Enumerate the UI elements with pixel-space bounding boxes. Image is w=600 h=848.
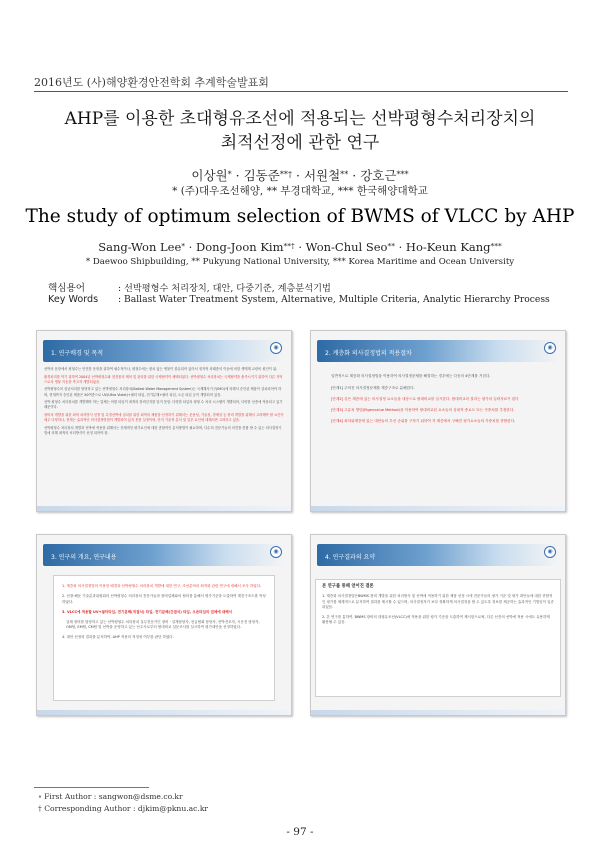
korean-keywords (48, 280, 331, 294)
author-name: 강호근 (360, 168, 397, 183)
slide-body (331, 373, 545, 503)
slide-ahp-procedure (310, 330, 566, 512)
korean-title-line2: 최적선정에 관한 연구 (220, 133, 380, 153)
slide-body (44, 367, 284, 503)
keyword-text: : 선박평형수 처리장치, 대안, 다중기준, 계층분석기법 (118, 283, 331, 294)
author-name: Sang-Won Lee (98, 240, 182, 254)
english-authors: Sang-Won Lee* · Dong-Joon Kim**† · Won-Chul Seo** · Ho-Keun Kang*** (98, 240, 502, 254)
slide-title: 4. 연구결과의 요약 (317, 544, 559, 566)
slide-step: [단계1] 주어진 의사결정문제를 계층구조로 분해한다. (331, 386, 415, 390)
slide-research-overview (36, 534, 292, 716)
slide-research-background (36, 330, 292, 512)
author-name: Dong-Joon Kim (196, 240, 284, 254)
author-name: 이상원 (191, 168, 228, 183)
slide-results-summary (310, 534, 566, 716)
conference-header: 2016년도 (사)해양환경안전학회 추계학술발표회 (34, 76, 269, 89)
footnote-corresponding-author: † Corresponding Author : djkim@pknu.ac.kr (38, 804, 209, 813)
slide-paragraph: 선박평형수의 살균처리를 담당하고 있는 선박평형수 처리장치(Ballast Water Management System)는 국제해사기구(IMO)에 의해서 승인된 제품이 설치되어야 하며, 현재까지 승인된 제품은 50여종으로 UV(Ultra Violet)+필터 타입, 전기분해+필터 타입, 오존 타입 등이 개발되어 있음. (44, 387, 282, 397)
author-name: 서원철 (303, 168, 341, 183)
slide-item: 1. 계층화 의사결정법의 이용한 배경과 선박평형수 처리장치 개발에 대한 연구, 조선분야의 최적화 관련 연구에 대해서 조사 하였다. (62, 584, 262, 588)
emblem-icon: ◉ (544, 342, 556, 354)
slide-item: 실제 장비를 담당하고 있는 선박평형수 처리장치 실무전문가인 장비 · 설계담당자, 선급협회 담당자, 선박전조자, 시운전 담당자, OM팀, EM팀, CM팀 및 선박을 운영하고 있는 선주사로부터 쌍대비교 설문조사를 실시하여 평가대안을 선정하였다. (66, 619, 260, 630)
keyword-label: 핵심용어 (48, 283, 86, 294)
slide-content-box (53, 575, 275, 701)
korean-title-line1: AHP를 이용한 초대형유조선에 적용되는 선박평형수처리장치의 (64, 109, 536, 129)
slide-paragraph: 선박의 운항에서 평형수는 안전한 운항을 위하여 필수적이나, 평형수에는 원치 않는 생물이 함유되어 있어서 정착적 외래종의 이송에 의한 생태계 교란의 원인이 됨. (44, 367, 278, 371)
emblem-icon: ◉ (270, 546, 282, 558)
slide-paragraph: 2. 본 연구를 통하여, BWMS 장비의 대형유조선(VLCC)에 적용을 위한 평가 기준을 도출하여 제시함으로써, 다른 선종의 선박에 적용 시에도 유용하게 활용될 수 있음. (322, 615, 550, 625)
english-affiliation: * Daewoo Shipbuilding, ** Pukyung National University, *** Korea Maritime and Ocean University (85, 257, 515, 267)
slide-item: 2. 선장·해운 기술분과위원회의 선박평형수 처리장치 전문가들과 장비업체와의 협의를 통해서 평가기준을 도출하여 계층구조도를 작성 하였다. (62, 594, 266, 604)
footnote-first-author: ∘ First Author : sangwon@dsme.co.kr (38, 792, 183, 801)
slide-item: 4. 대안 선정의 결과를 분석하여, AHP 적용의 적정성 여부를 판단 하였다. (62, 635, 174, 640)
slide-step: [단계4] 최하위계층에 있는 대안들의 우선 순위를 구하기 위하여 각 계층에서 구해진 평가요소들의 가중치를 종합한다. (331, 419, 516, 423)
slide-paragraph: 환경파괴를 막기 위하여 2004년 선박평형수와 침전물의 제어 및 관리를 위한 국제협약이 채택되었다. 선박평형수 처리장치는 국제협약을 충족시키기 위하여 다른 지역으로의 생물 이송을 막고자 개발되었음. (44, 374, 283, 384)
keyword-label: Key Words (48, 294, 99, 305)
slide-title: 2. 계층화 의사결정법의 적용절차 (317, 340, 559, 362)
slide-step: [단계3] 고유치 방법(Eigenvalue Method)을 이용하여 쌍대비교된 요소들의 상대적 중요도 또는 가중치를 추정한다. (331, 408, 515, 412)
slide-step: [단계2] 같은 계층에 있는 의사결정 요소들을 대상으로 쌍대비교를 실시한다. 쌍대비교의 결과는 평가의 입력자료가 된다 (331, 397, 519, 401)
english-keywords (48, 294, 550, 305)
slide-title: 3. 연구의 개요, 연구내용 (43, 544, 285, 566)
emblem-icon: ◉ (544, 546, 556, 558)
keyword-text: : Ballast Water Treatment System, Alternative, Multiple Criteria, Analytic Hierarchy Process (118, 294, 550, 305)
author-name: 김동준 (243, 168, 280, 183)
page-number: - 97 - (286, 826, 314, 838)
author-name: Ho-Keun Kang (405, 240, 491, 254)
slide-content-box (315, 579, 561, 697)
english-title: The study of optimum selection of BWMS of VLCC by AHP (25, 206, 575, 227)
slide-paragraph: 선박 평형수 처리장치를 개발해야 하는 업체는 어떤 타입이 최적의 장비인지를 알지 못함. 다양한 타입의 평형 수 처리 시스템이 개발되어, 다양한 선종에 적용되고 있기 때문이다. (44, 400, 283, 410)
korean-affiliation: * (주)대우조선해양, ** 부경대학교, *** 한국해양대학교 (172, 185, 428, 197)
slide-item: 3. VLCC에 적용할 UV+필터타입, 전기분해(직접식) 타입, 전기분해(간접식) 타입, 오존타입의 업체에 대해서 (62, 610, 232, 615)
korean-authors: 이상원* · 김동준**† · 서원철** · 강호근*** (191, 168, 409, 183)
slide-heading: 본 연구를 통해 얻어진 결론 (322, 584, 374, 589)
slide-paragraph: 일반적으로 계층화 의사결정법을 이용하여 의사결정문제를 해결하는 경우에는 다음의 4단계를 거친다. (331, 374, 491, 378)
header-rule (34, 91, 568, 92)
slide-paragraph: 선박평형수 처리장치 개발과 선박에 적용을 위해서는 전체적인 평가요인에 대한 종합적인 분석방법이 필요하며, 다수의 전문가들의 의견을 종합 할 수 있는 의사결정기법에 의해 최적의 처리방식이 선정 되어야 함. (44, 425, 282, 435)
emblem-icon: ◉ (270, 342, 282, 354)
slide-paragraph: 1. 계층화 의사결정법은BWMS 장비 개발을 위한 처리방식 및 선박에 적용하기 위한 제품 선정 시에 전문가들의 평가 기준 및 평가 대안들에 대한 종합적인 평가를 체계적으로 분석하여 결과를 제시할 수 있으며, 의사결정자가 보다 정확하게 의사결정을 할 수 있도록 정보를 제공하는 효과적인 기법임이 입증 되었음. (322, 594, 554, 609)
footnote-rule (34, 787, 149, 788)
author-name: Won-Chul Seo (305, 240, 388, 254)
slide-title: 1. 연구배경 및 목적 (43, 340, 285, 362)
slide-paragraph: 장비의 개발을 위한 최적 처리방식 선정 및 특정선박에 설치를 위한 최적의 제품을 선정하기 위해서는 운용성, 기술성, 경제성 등 장비 개발을 위해서 고려해야 할 요인이 매우 다양하나, 현재는 효과적인 의사결정방법이 개발되어 있지 못한 실정이며, 단지 기술적 분석 및 일부 요인에 대해서만 고려하고 있음. (44, 412, 284, 423)
